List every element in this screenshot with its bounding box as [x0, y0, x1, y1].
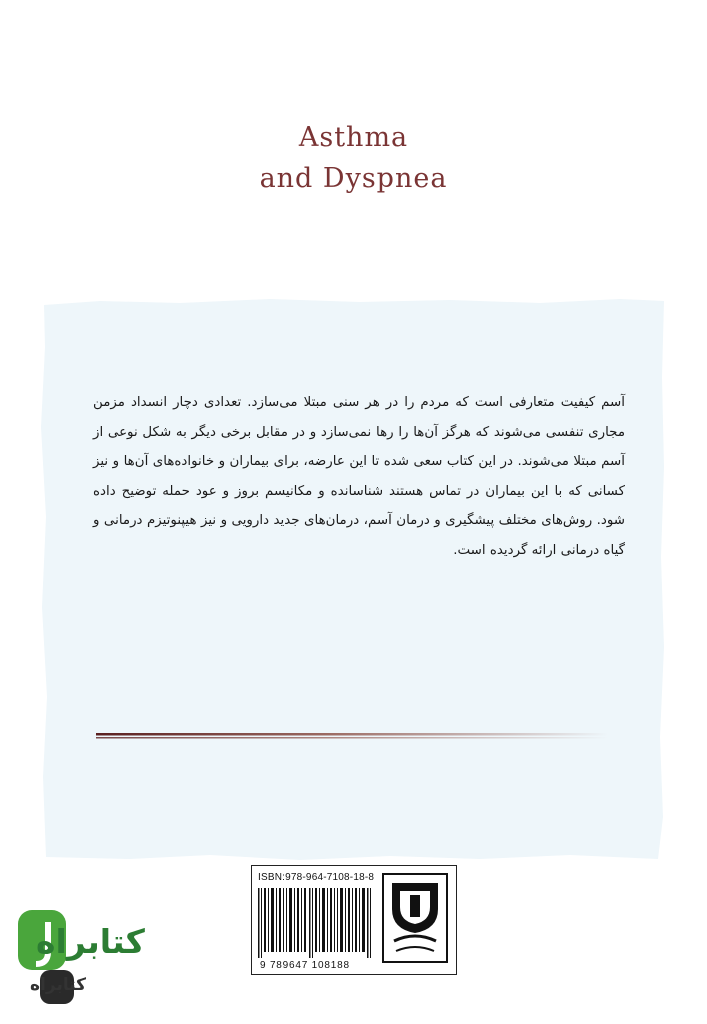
barcode-box: [251, 865, 457, 975]
isbn-label: ISBN:978-964-7108-18-8: [258, 872, 375, 883]
description-text: آسم کیفیت متعارفی است که مردم را در هر سنی مبتلا می‌سازد. تعدادی دچار انسداد مزمن مجاری تنفسی می‌شوند که هرگز آن‌ها را رها نمی‌سازد و در مقابل برخی دیگر به شکل نوعی از آسم مبتلا می‌شوند. در این کتاب سعی شده تا این عارضه، برای بیماران و خانواده‌های آن‌ها و نیز کسانی که با این بیماران در تماس هستند شناسانده و مکانیسم بروز و عود حمله توضیح داده شود. روش‌های مختلف پیشگیری و درمان آسم، درمان‌های جدید دارویی و نیز هیپنوتیزم درمانی و گیاه درمانی ارائه گردیده است.: [93, 395, 625, 558]
barcode: [258, 888, 372, 958]
divider-rule: [96, 733, 608, 740]
book-title-line1: Asthma: [298, 122, 409, 153]
publisher-logo-icon: [380, 871, 450, 967]
isbn-digits: 9 789647 108188: [260, 960, 350, 971]
description-panel: [40, 297, 665, 863]
store-subname: کتابراه: [30, 975, 87, 995]
store-name: کتابراه: [36, 922, 145, 961]
book-title-line2: and Dyspnea: [259, 163, 448, 194]
